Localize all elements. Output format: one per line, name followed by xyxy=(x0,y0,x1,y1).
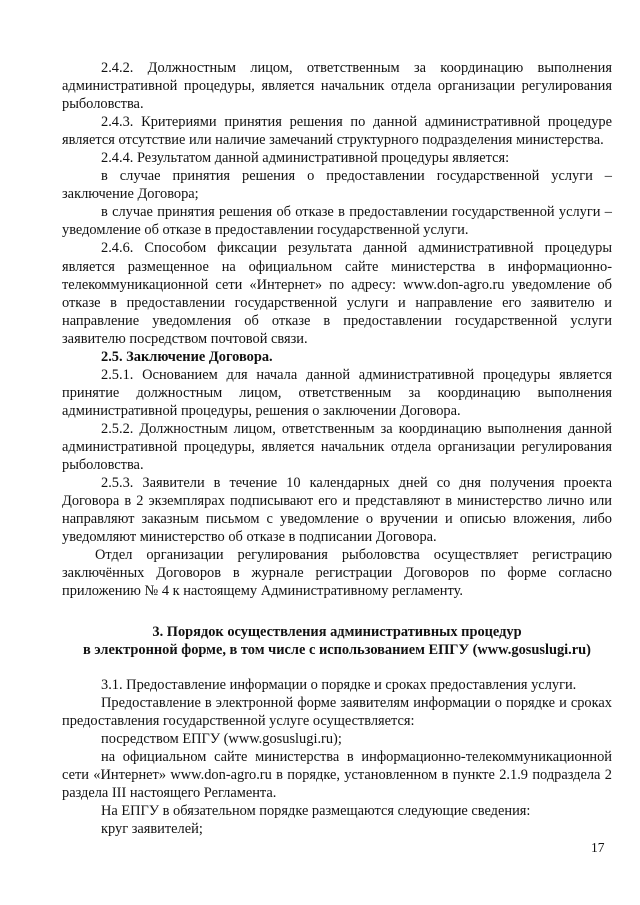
subsection-heading-2-5: 2.5. Заключение Договора. xyxy=(101,348,273,365)
section-title-line-2: в электронной форме, в том числе с использованием ЕПГУ (www.gosuslugi.ru) xyxy=(83,642,591,659)
document-body xyxy=(62,59,612,838)
list-item-official-site: на официальном сайте министерства в информационно-телекоммуникационной сети «Интернет» www.don-agro.ru в порядке, установленном в пункте 2.1.9 подраздела 2 раздела III настоящего Регламента. xyxy=(62,748,612,801)
paragraph-result-refusal: в случае принятия решения об отказе в предоставлении государственной услуги – уведомление об отказе в предоставлении государственной услуги. xyxy=(62,204,612,239)
paragraph-3-1: 3.1. Предоставление информации о порядке и сроках предоставления услуги. xyxy=(101,676,577,693)
list-item-applicants: круг заявителей; xyxy=(101,820,203,837)
paragraph-2-4-4: 2.4.4. Результатом данной административной процедуры является: xyxy=(101,150,510,167)
page-number: 17 xyxy=(591,840,605,855)
paragraph-info-provision: Предоставление в электронной форме заявителям информации о порядке и сроках предоставления государственной услуге осуществляется: xyxy=(62,694,612,729)
section-gap xyxy=(62,660,612,676)
paragraph-result-grant: в случае принятия решения о предоставлении государственной услуги – заключение Договора; xyxy=(62,168,612,203)
paragraph-registration: Отдел организации регулирования рыболовства осуществляет регистрацию заключённых Договоров в журнале регистрации Договоров по форме согласно приложению № 4 к настоящему Административному регламенту. xyxy=(62,547,612,600)
section-title-line-1: 3. Порядок осуществления административных процедур xyxy=(152,624,522,641)
paragraph-2-5-2: 2.5.2. Должностным лицом, ответственным за координацию выполнения данной административной процедуры, является начальник отдела организации регулирования рыболовства. xyxy=(62,420,612,474)
paragraph-2-4-6: 2.4.6. Способом фиксации результата данной административной процедуры является размещенное на официальном сайте министерства в информационно-телекоммуникационной сети «Интернет» по адресу: www.don-agro.ru уведомление об отказе в предоставлении государственной услуги и направление его заявителю и направление уведомления об отказе в предоставлении государственной услуги заявителю посредством почтовой связи. xyxy=(62,240,612,347)
paragraph-epgu-info: На ЕПГУ в обязательном порядке размещаются следующие сведения: xyxy=(101,802,531,819)
paragraph-2-5-1: 2.5.1. Основанием для начала данной административной процедуры является принятие должностным лицом, ответственным за координацию выполнения административной процедуры, решения о заключении Договора. xyxy=(62,366,612,419)
list-item-epgu: посредством ЕПГУ (www.gosuslugi.ru); xyxy=(101,730,342,747)
section-gap xyxy=(62,600,612,623)
paragraph-2-5-3: 2.5.3. Заявители в течение 10 календарных дней со дня получения проекта Договора в 2 экземплярах подписывают его и представляют в министерство лично или направляют заказным письмом с уведомление о вручении и описью вложения, либо уведомляют министерство об отказе в подписании Договора. xyxy=(62,475,612,546)
paragraph-2-4-3: 2.4.3. Критериями принятия решения по данной административной процедуре является отсутствие или наличие замечаний структурного подразделения министерства. xyxy=(62,114,612,149)
paragraph-2-4-2: 2.4.2. Должностным лицом, ответственным за координацию выполнения административной процедуры, является начальник отдела организации регулирования рыболовства. xyxy=(62,60,612,113)
